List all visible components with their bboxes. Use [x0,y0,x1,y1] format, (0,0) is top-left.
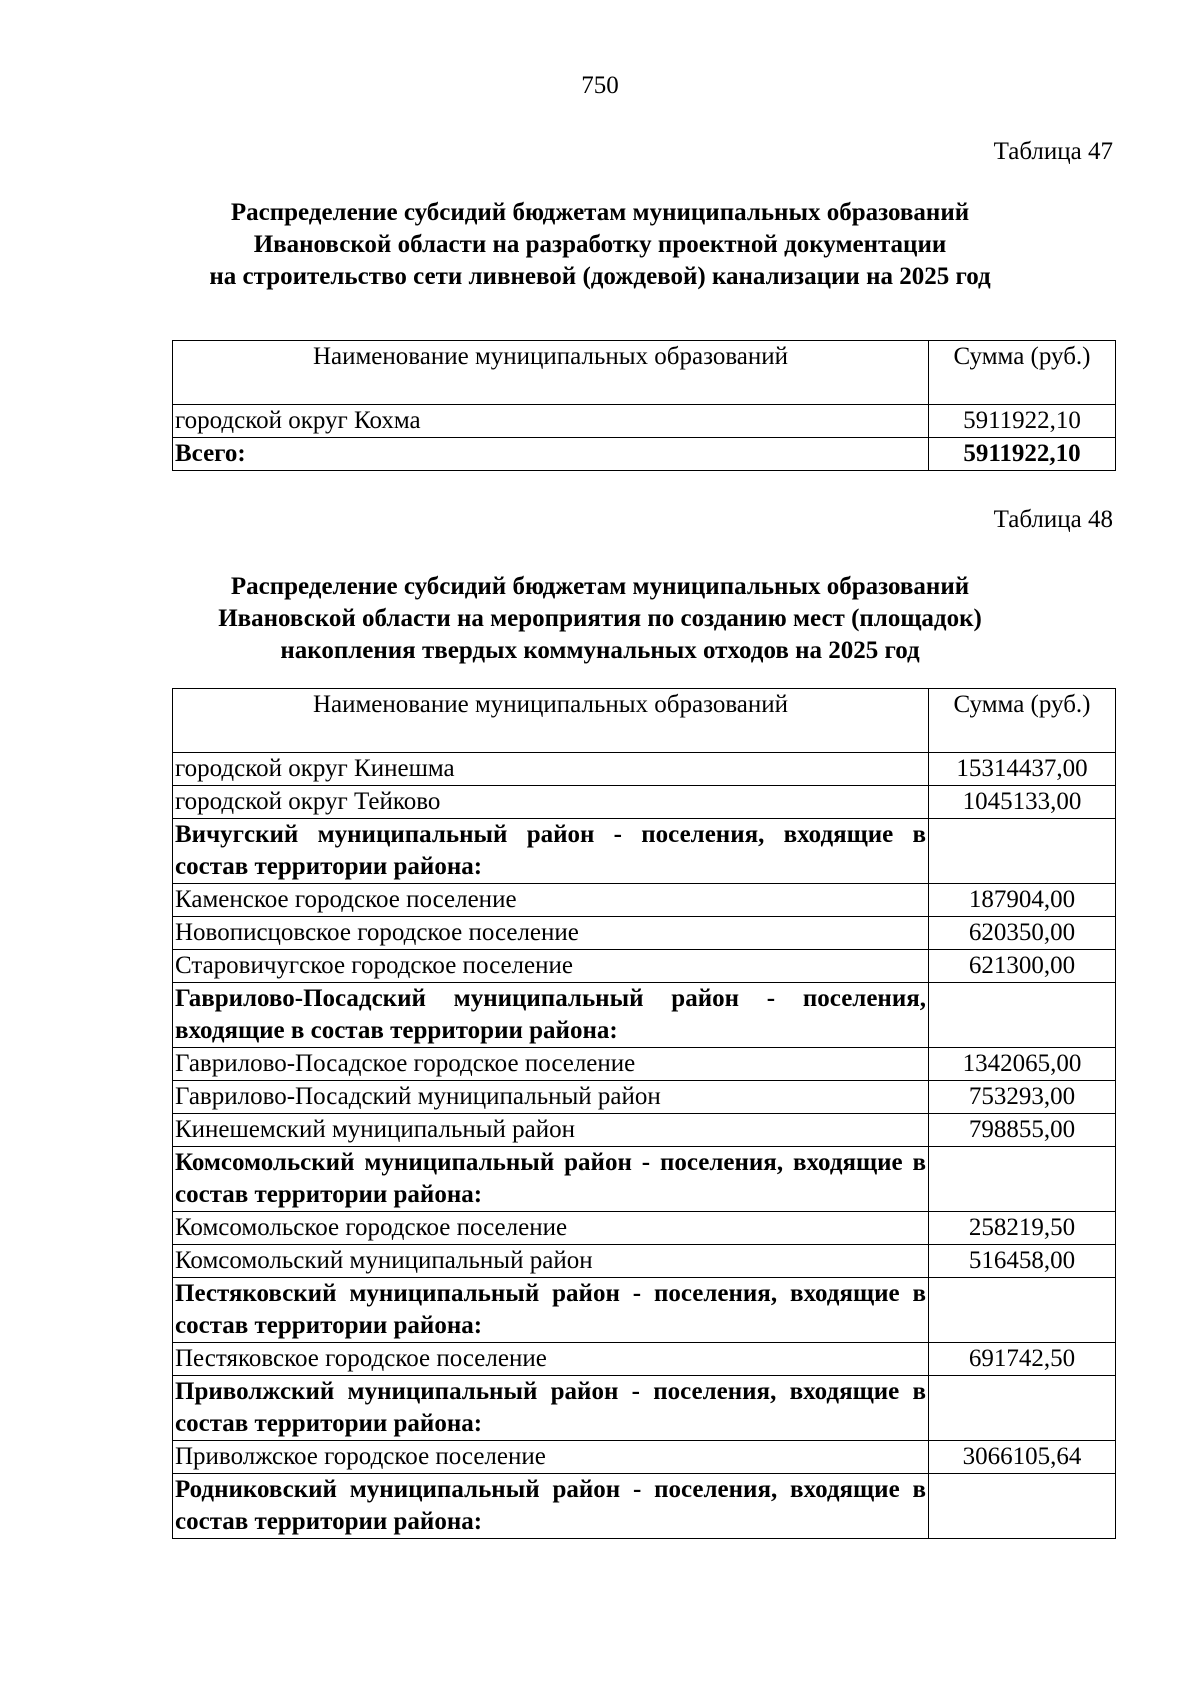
amount: 187904,00 [929,884,1116,917]
amount: 5911922,10 [929,405,1116,438]
municipality-name: Старовичугское городское поселение [173,950,929,983]
municipality-name: Каменское городское поселение [173,884,929,917]
municipality-name: Гаврилово-Посадское городское поселение [173,1048,929,1081]
table-row [173,786,1116,819]
district-group-name: Гаврилово-Посадский муниципальный район - поселения, входящие в состав территории района: [173,983,929,1048]
table-row [173,405,1116,438]
total-label: Всего: [173,438,929,471]
table-row [173,950,1116,983]
amount: 3066105,64 [929,1441,1116,1474]
municipality-name: Пестяковское городское поселение [173,1343,929,1376]
group-row [173,1376,1116,1441]
table-row [173,1048,1116,1081]
amount: 15314437,00 [929,753,1116,786]
table-48-title-line: накопления твердых коммунальных отходов на 2025 год [280,637,920,664]
district-group-name: Родниковский муниципальный район - поселения, входящие в состав территории района: [173,1474,929,1539]
municipality-name: Новописцовское городское поселение [173,917,929,950]
amount: 516458,00 [929,1245,1116,1278]
table-header-row [173,689,1116,753]
district-group-name: Вичугский муниципальный район - поселения, входящие в состав территории района: [173,819,929,884]
group-row [173,819,1116,884]
table-row [173,884,1116,917]
group-row [173,1278,1116,1343]
amount: 1342065,00 [929,1048,1116,1081]
municipality-name: Кинешемский муниципальный район [173,1114,929,1147]
page-number: 750 [581,72,619,99]
amount [929,1278,1116,1343]
amount: 753293,00 [929,1081,1116,1114]
amount [929,1474,1116,1539]
amount [929,1376,1116,1441]
group-row [173,983,1116,1048]
table-row [173,1343,1116,1376]
table-row [173,1081,1116,1114]
amount [929,983,1116,1048]
municipality-name: Комсомольское городское поселение [173,1212,929,1245]
amount: 1045133,00 [929,786,1116,819]
table-47 [172,340,1116,471]
municipality-name: Комсомольский муниципальный район [173,1245,929,1278]
table-row [173,1245,1116,1278]
table-row [173,753,1116,786]
table-47-title-line: Ивановской области на разработку проектной документации [253,231,947,258]
municipality-name: городской округ Кинешма [173,753,929,786]
column-header-name: Наименование муниципальных образований [173,341,929,405]
column-header-name: Наименование муниципальных образований [173,689,929,753]
municipality-name: городской округ Тейково [173,786,929,819]
table-47-title [100,197,1100,293]
amount [929,819,1116,884]
table-47-title-line: на строительство сети ливневой (дождевой) канализации на 2025 год [209,263,991,290]
table-48-title [100,571,1100,667]
municipality-name: городской округ Кохма [173,405,929,438]
amount: 691742,50 [929,1343,1116,1376]
district-group-name: Пестяковский муниципальный район - поселения, входящие в состав территории района: [173,1278,929,1343]
table-header-row [173,341,1116,405]
amount: 258219,50 [929,1212,1116,1245]
table-48 [172,688,1116,1539]
table-row [173,1114,1116,1147]
table-row [173,917,1116,950]
district-group-name: Комсомольский муниципальный район - поселения, входящие в состав территории района: [173,1147,929,1212]
amount [929,1147,1116,1212]
table-47-title-line: Распределение субсидий бюджетам муниципальных образований [230,199,970,226]
table-48-title-line: Ивановской области на мероприятия по созданию мест (площадок) [218,605,982,632]
total-amount: 5911922,10 [929,438,1116,471]
amount: 620350,00 [929,917,1116,950]
table-row [173,1212,1116,1245]
group-row [173,1474,1116,1539]
table-row [173,1441,1116,1474]
table-48-title-line: Распределение субсидий бюджетам муниципальных образований [230,573,970,600]
table-48-caption: Таблица 48 [993,506,1113,533]
column-header-sum: Сумма (руб.) [929,341,1116,405]
amount: 621300,00 [929,950,1116,983]
district-group-name: Приволжский муниципальный район - поселения, входящие в состав территории района: [173,1376,929,1441]
total-row [173,438,1116,471]
municipality-name: Гаврилово-Посадский муниципальный район [173,1081,929,1114]
group-row [173,1147,1116,1212]
municipality-name: Приволжское городское поселение [173,1441,929,1474]
table-47-caption: Таблица 47 [993,138,1113,165]
amount: 798855,00 [929,1114,1116,1147]
column-header-sum: Сумма (руб.) [929,689,1116,753]
